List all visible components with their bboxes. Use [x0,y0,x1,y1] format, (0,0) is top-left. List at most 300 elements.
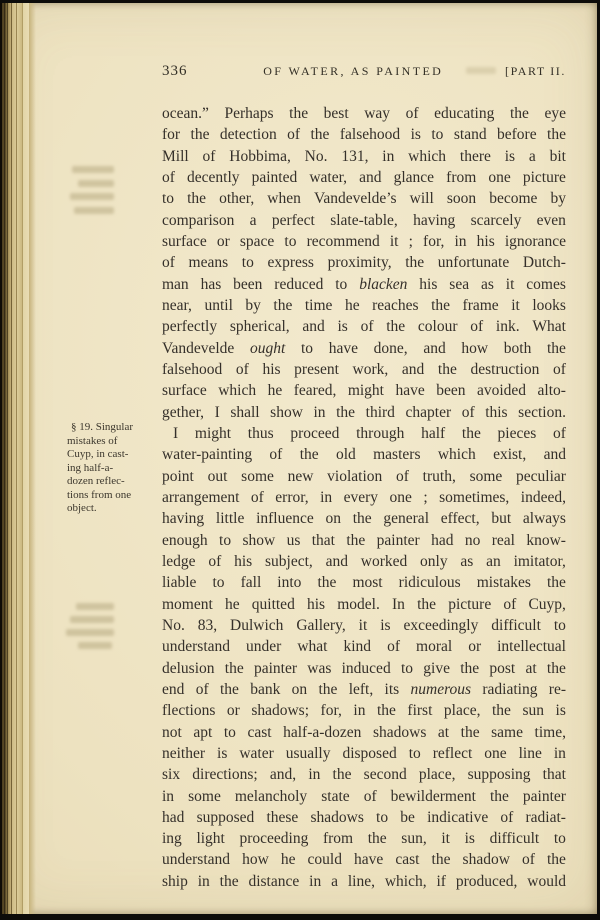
word: could [307,851,342,869]
text-line [162,124,566,145]
word: directions; [192,766,258,784]
word: having [413,211,456,229]
word: real [491,531,515,549]
word: supposing [467,766,531,784]
word: masters [373,446,421,464]
word: old [335,446,356,464]
word: was [307,659,332,677]
page-edge-stripes [0,3,36,914]
word: in [309,872,322,890]
word: of [195,680,209,698]
word: Mill [162,147,189,165]
word: is [380,616,391,634]
word: on [291,680,308,698]
text-line [162,572,566,593]
show-through-smudge [76,603,114,610]
word: point [162,467,194,485]
word: and, [269,766,297,784]
word: most [352,574,383,592]
word: is [555,702,566,720]
word: to [300,339,314,357]
word: space [239,232,275,250]
word: give [423,659,450,677]
show-through-smudge [72,166,114,173]
word: liable [162,574,197,592]
margin-note-line: dozen reflec- [67,475,125,487]
word: state [321,787,350,805]
word: six [162,766,181,784]
word: water [239,744,274,762]
word: it [511,296,520,314]
margin-note-line: ing half-a- [67,461,114,474]
word: its [384,680,400,698]
word: of [396,467,409,485]
paragraph-continuation [162,103,566,423]
word: sea [449,275,470,293]
word: frame [462,296,499,314]
word: that [542,766,566,784]
word: time, [534,723,566,741]
word: sometimes, [439,488,510,506]
word: to [553,830,566,848]
word: surface [162,382,207,400]
page-number: 336 [162,63,188,79]
word: of [500,808,514,826]
word: truth, [422,467,456,485]
word: Perhaps [224,105,274,122]
word: of [553,424,566,442]
word: these [266,808,299,826]
word: scarcely [470,211,522,229]
word: proximity, [327,254,392,272]
word: is [464,830,475,848]
word: reduced [274,275,324,293]
word: at [437,723,450,741]
word: his [234,552,253,570]
word: spherical, [229,318,290,336]
word: supposed [196,808,255,826]
word: educating [434,105,495,122]
word: indicative [427,808,489,826]
word: out [207,467,228,485]
word: recommend [306,232,380,250]
word: in [197,872,210,890]
word: if [436,872,446,890]
word: a [249,211,257,229]
word: left, [348,680,374,698]
word: the [367,830,387,848]
text-line [162,338,566,359]
word: having [162,510,205,528]
text-line [162,252,566,273]
word: understand [162,851,231,869]
word: alto- [537,382,566,400]
word: it [505,275,515,293]
word: the [417,595,437,613]
word: work, [352,360,389,378]
word: to [400,659,414,677]
text-line [162,530,566,551]
word: and [302,318,325,336]
word: of [470,318,484,336]
word: that [311,531,335,549]
word: there [459,147,491,165]
word: unfortunate [437,254,510,272]
word: picture [448,595,492,613]
text-line [162,466,566,487]
margin-note [67,421,163,516]
word: how [461,339,489,357]
word: from [446,168,477,186]
word: ; [423,488,428,506]
word: by [550,190,566,208]
word: of [552,360,566,378]
word: bewilderment [390,787,476,805]
word: enough [162,531,208,549]
word: of [287,126,301,144]
word: in [454,232,467,250]
word: the [489,787,509,805]
text-line [162,231,566,252]
word: the [492,702,511,720]
word: detection [219,126,277,144]
text-line [162,849,566,870]
text-line [162,146,566,167]
word: avoided [476,382,527,400]
word: the [546,851,566,869]
show-through-smudge [78,180,114,187]
word: and [423,339,446,357]
word: the [224,659,244,677]
word: it [358,616,368,634]
word: his [419,275,438,293]
word: subject, [264,552,313,570]
word: to [223,723,236,741]
word: third [365,403,395,421]
word: produced, [455,872,518,890]
show-through-smudge [78,642,112,649]
word: reflect [432,744,473,762]
word: radiat- [525,808,566,826]
word: is [337,318,348,336]
word: some [188,787,221,805]
word: the [546,659,566,677]
word: to [553,616,566,634]
word: distance [248,872,300,890]
word: re- [548,680,566,698]
word: but [491,510,512,528]
word: the [547,126,566,144]
word: stand [453,126,487,144]
word: by [245,296,261,314]
show-through-smudge [66,629,114,636]
word: thus [247,424,274,442]
word: numerous [410,680,472,698]
part-label: [PART II. [504,64,566,78]
text-line [162,551,566,572]
word: proceeding [239,830,309,848]
word: which [437,446,476,464]
text-line [162,679,566,700]
word: ignorance [504,232,566,250]
text-line [162,316,566,337]
word: to [335,275,348,293]
word: become [489,190,538,208]
word: Vandevelde’s [313,190,397,208]
word: for [162,126,181,144]
word: difficult [489,830,540,848]
word: colour [417,318,458,336]
word: shadows [310,808,364,826]
word: model. [337,595,380,613]
word: the [219,872,239,890]
word: had [162,808,185,826]
word: and [401,360,425,378]
text-line [162,188,566,209]
show-through-smudge [70,616,114,623]
word: the [461,424,481,442]
word: the [336,403,356,421]
word: been [233,275,263,293]
word: the [190,126,210,144]
text-line [162,508,566,529]
text-line [162,167,566,188]
word: to [212,574,225,592]
word: the [547,339,566,357]
word: painter [376,531,420,549]
word: light [196,830,225,848]
word: violation [327,467,383,485]
word: the [405,254,425,272]
word: ocean.” [162,105,209,122]
word: place, [443,702,481,720]
word: the [509,105,529,122]
word: ing [162,830,182,848]
word: show [242,531,276,549]
text-line [162,274,566,295]
word: to [241,254,254,272]
word: picture [522,168,566,186]
word: peculiar [516,467,566,485]
word: of [521,851,535,869]
word: for, [320,702,342,720]
word: water, [309,168,348,186]
word: of [208,552,222,570]
word: effect, [440,510,480,528]
word: which, [384,872,427,890]
word: or [468,638,482,656]
word: of [503,595,517,613]
text-line [162,658,566,679]
text-line [162,871,566,892]
running-title: OF WATER, AS PAINTED [263,64,444,78]
word: looks [532,296,566,314]
text-line [162,594,566,615]
word: have [328,339,358,357]
word: of [250,488,264,506]
word: which [408,147,447,165]
word: the [273,296,293,314]
word: he [267,382,283,400]
word: bit [549,147,566,165]
word: exist, [493,446,527,464]
word: no [464,531,481,549]
word: to [219,531,232,549]
word: delusion [162,659,215,677]
show-through-smudge [70,193,114,200]
word: through [356,424,405,442]
word: In [392,595,405,613]
word: shadow [462,851,510,869]
word: might [194,424,232,442]
word: comes [526,275,566,293]
text-line [162,444,566,465]
word: apt [193,723,213,741]
text-line [162,615,566,636]
word: of [360,318,374,336]
word: the [386,318,406,336]
word: means [188,254,229,272]
word: cast [395,851,420,869]
word: had [431,531,454,549]
text-line [162,828,566,849]
word: his [476,232,495,250]
word: 83, [197,616,218,634]
word: reaches [372,296,419,314]
margin-note-line: tions from one [67,488,132,501]
word: to [162,190,175,208]
word: Dulwich [230,616,284,634]
word: the [547,574,566,592]
word: moral [416,638,453,656]
word: ledge [162,552,196,570]
word: know- [526,531,566,549]
word: he [224,595,240,613]
text-line [162,423,566,444]
word: Vandevelde [162,339,235,357]
word: feared, [293,382,337,400]
word: both [503,339,532,357]
word: kind [343,638,372,656]
word: No. [162,616,185,634]
text-line [162,700,566,721]
word: quitted [251,595,295,613]
word: and [325,552,348,570]
word: is [504,147,516,165]
word: when [267,190,301,208]
word: or [216,232,230,250]
word: been [436,382,466,400]
word: present [294,360,339,378]
word: Cuyp, [528,595,566,613]
word: general [383,510,429,528]
word: line [518,744,542,762]
word: surface [162,232,207,250]
word: gether, [162,403,204,421]
word: exceedingly [403,616,479,634]
word: one [389,488,412,506]
word: induced [341,659,391,677]
word: the [352,510,372,528]
word: of [461,403,475,421]
word: in [320,488,333,506]
word: painter [253,659,298,677]
word: slate-table, [330,211,398,229]
text-line [162,103,566,124]
margin-note-line: mistakes of [67,434,118,447]
word: of [387,638,400,656]
word: will [409,190,434,208]
word: second [363,766,407,784]
word: ; [408,232,413,250]
word: fall [240,574,262,592]
word: might [347,382,384,400]
word: end [162,680,185,698]
word: the [460,723,480,741]
word: sun, [401,830,427,848]
word: imitator, [513,552,566,570]
text-line [162,295,566,316]
word: the [299,446,319,464]
word: indeed, [520,488,566,506]
word: the [431,851,451,869]
word: is [217,744,228,762]
word: some [241,467,274,485]
word: 131, [341,147,369,165]
word: even [536,211,566,229]
word: he [280,851,296,869]
word: has [200,275,222,293]
word: would [527,872,566,890]
word: to [376,808,389,826]
word: the [318,680,338,698]
word: what [297,638,328,656]
word: he [344,296,360,314]
word: of [405,105,419,122]
word: disposed [342,744,397,762]
word: destruction [470,360,540,378]
text-line [162,722,566,743]
word: shall [230,403,260,421]
word: one [488,168,511,186]
word: in [308,766,321,784]
word: express [267,254,314,272]
word: little [215,510,245,528]
word: of [162,254,175,272]
word: ship [162,872,188,890]
text-line [162,786,566,807]
word: this [485,403,508,421]
word: chapter [405,403,452,421]
word: in [313,403,326,421]
margin-note-line: Cuyp, in cast- [67,448,129,460]
word: post [489,659,516,677]
word: and [543,446,566,464]
word: half [421,424,446,442]
word: and [359,168,382,186]
word: I [214,403,220,421]
word: bank [250,680,281,698]
word: is [410,126,421,144]
word: half-a-dozen [283,723,362,741]
word: the [317,574,337,592]
word: a [331,872,338,890]
text-line [162,402,566,423]
text-line [162,210,566,231]
word: neither [162,744,206,762]
word: falsehood [162,360,223,378]
word: of [363,787,377,805]
